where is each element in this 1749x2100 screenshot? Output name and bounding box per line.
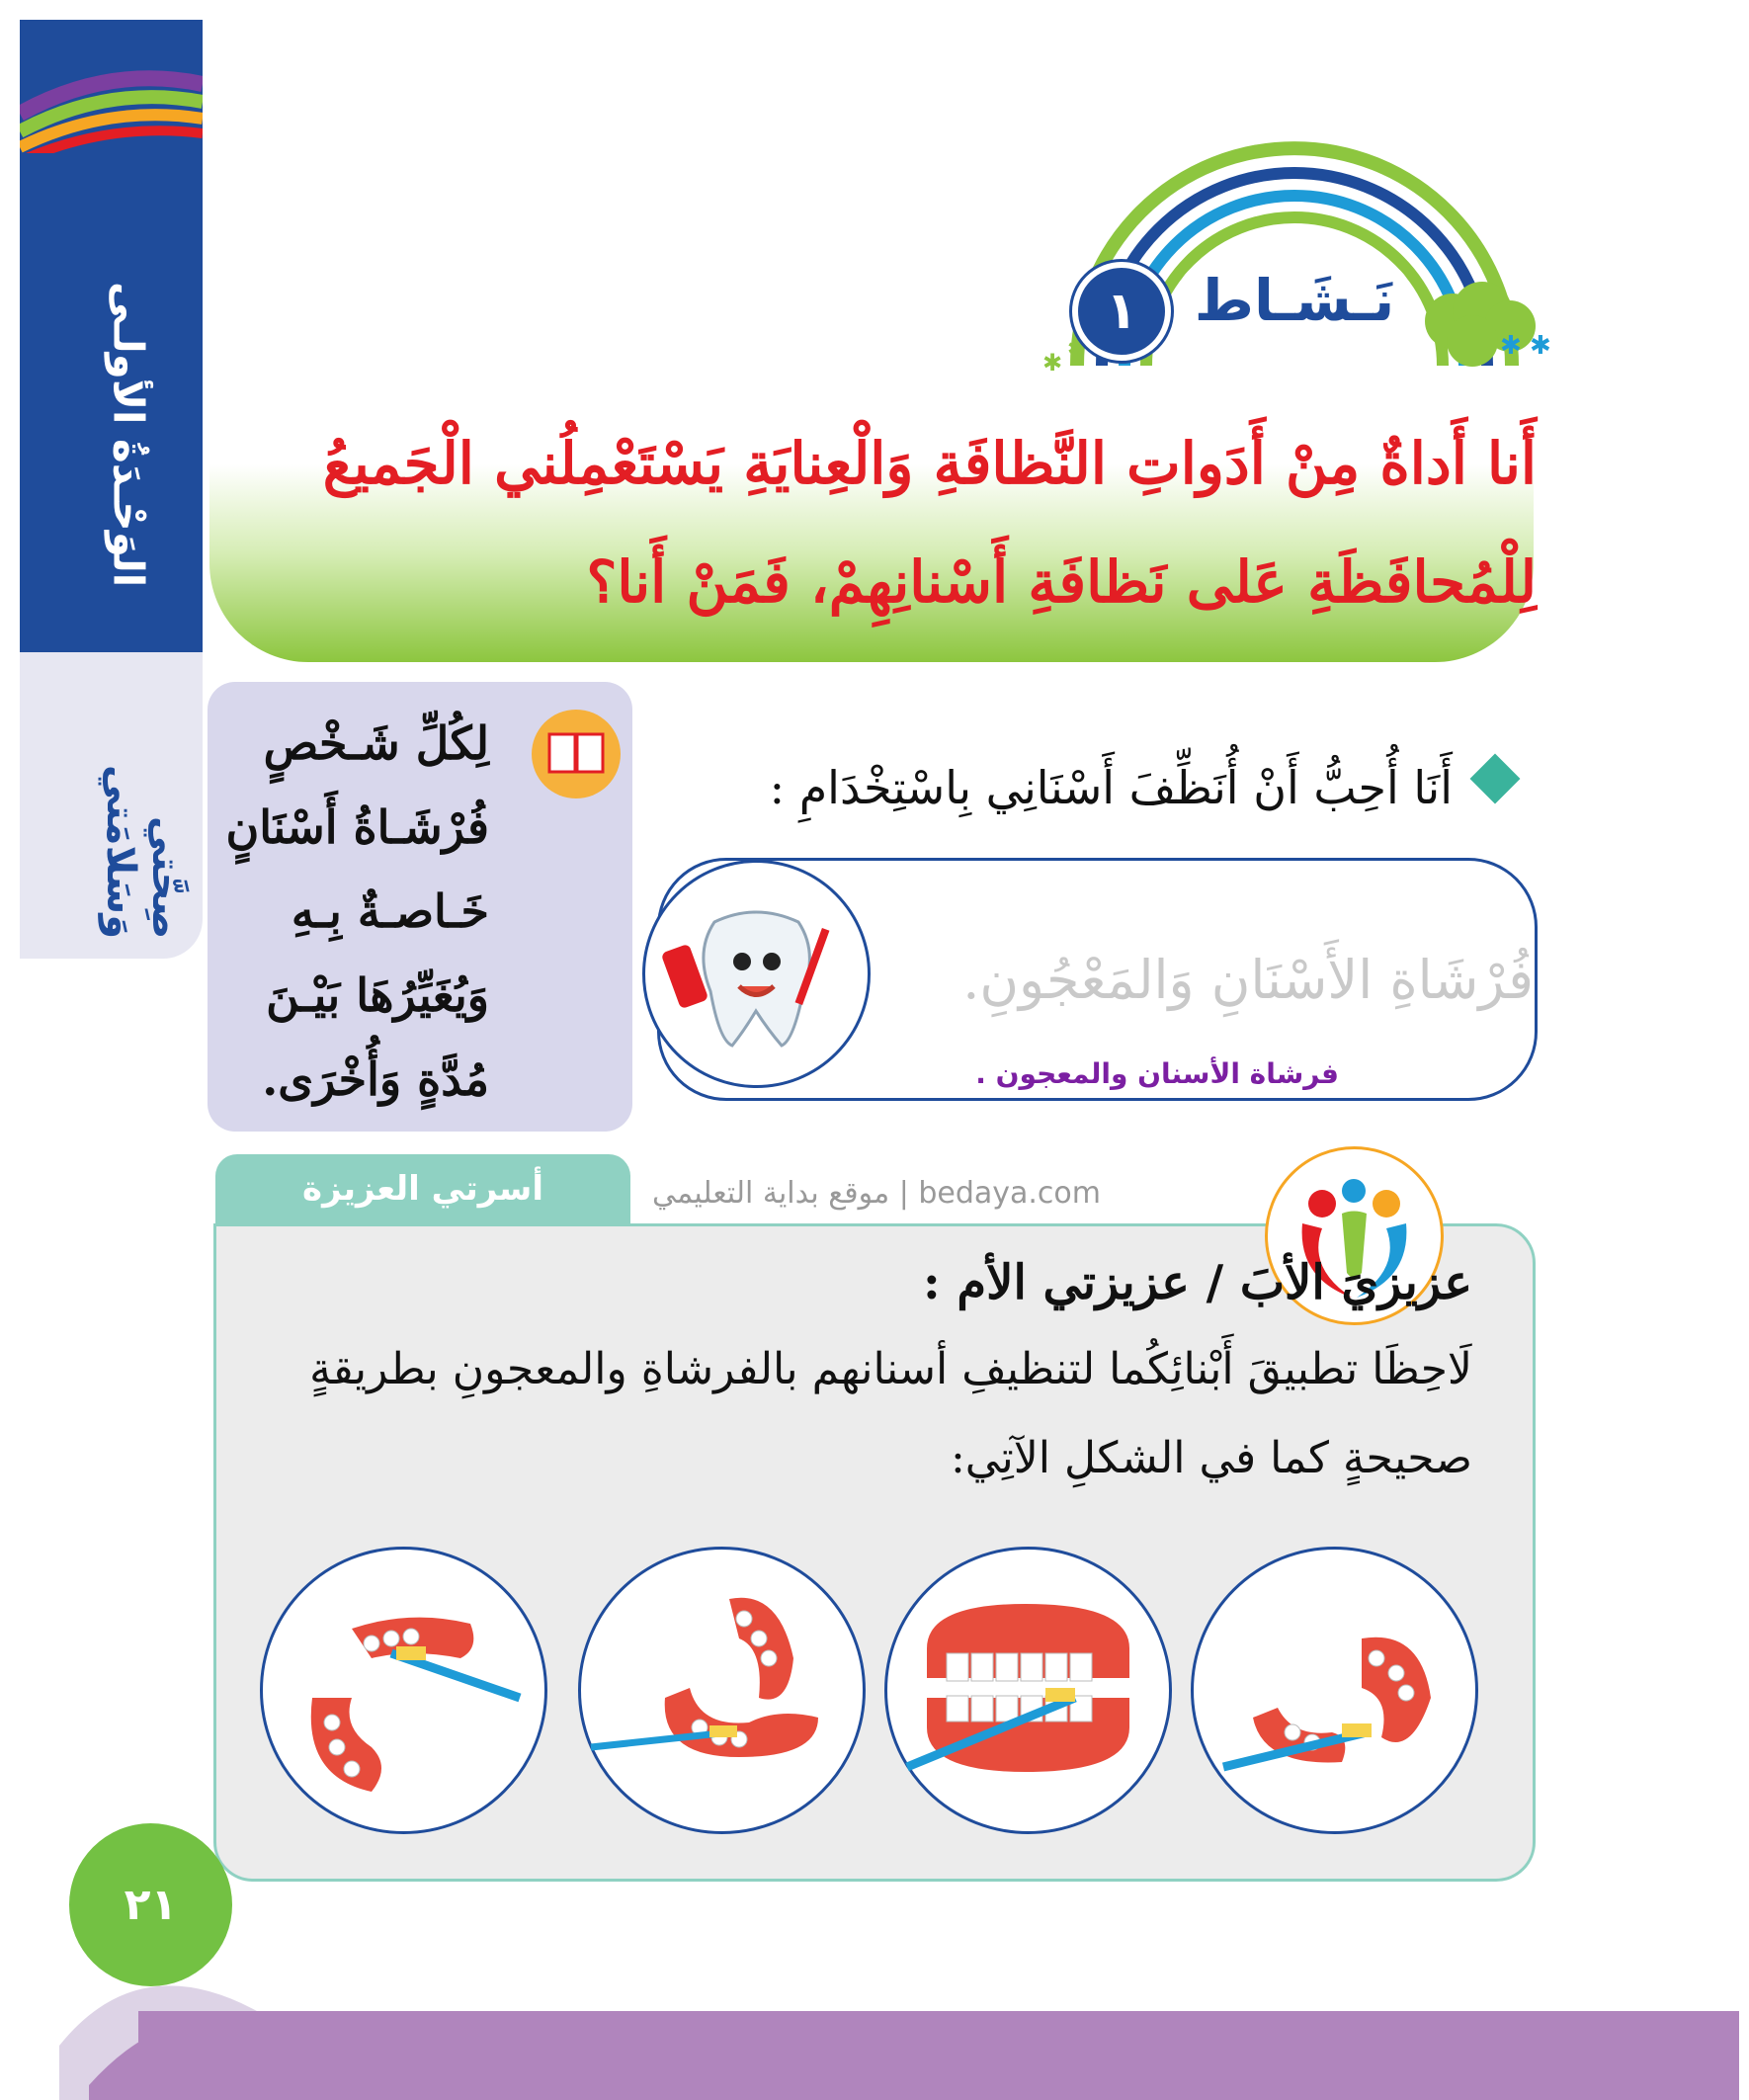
- page-number: ٢١: [69, 1823, 232, 1986]
- side-stripes-icon: [20, 44, 203, 153]
- family-instruction-line-1: لَاحِظَا تطبيقَ أَبْنائِكُما لتنظيفِ أسنانهم بالفرشاةِ والمعجونِ بطريقةٍ: [309, 1344, 1472, 1394]
- svg-text:✱: ✱: [1530, 331, 1551, 361]
- bullet-diamond-icon: [1470, 754, 1521, 804]
- topic-title: صِحَّتي وَسَلامَتي: [98, 764, 189, 939]
- svg-text:✱: ✱: [1500, 331, 1522, 361]
- reading-line: لِكُلِّ شَـخْصٍ: [263, 716, 489, 770]
- family-tab-label: أسرتي العزيزة: [215, 1154, 630, 1223]
- tooth-mascot-icon: [642, 860, 871, 1088]
- brushing-step-3-icon: [578, 1547, 866, 1834]
- question-line-1: أَنا أَداةٌ مِنْ أَدَواتِ النَّظافَةِ وَالْعِنايَةِ يَسْتَعْمِلُني الْجَميعُ: [322, 430, 1537, 497]
- footer-band: [138, 2011, 1739, 2100]
- brushing-step-1-icon: [1191, 1547, 1478, 1834]
- activity-label: نَـشَـاط: [1176, 259, 1413, 342]
- reading-line: مُدَّةٍ وَأُخْرَى.: [262, 1052, 489, 1106]
- brushing-step-4-icon: [260, 1547, 547, 1834]
- site-watermark: موقع بداية التعليمي | bedaya.com: [652, 1176, 1102, 1211]
- reading-line: فُرْشَـاةُ أَسْنَانٍ: [225, 800, 489, 854]
- family-greeting: عزيزيَ الأبَ / عزيزتي الأم :: [922, 1255, 1472, 1310]
- svg-text:✱: ✱: [1067, 337, 1086, 362]
- book-icon: [532, 710, 621, 798]
- reading-line: وَيُغَيِّرُهَا بَيْـنَ: [266, 968, 489, 1022]
- activity-number: ١: [1072, 262, 1171, 361]
- svg-text:✱: ✱: [1042, 349, 1063, 377]
- reading-line: خَـاصـةٌ بِـهِ: [291, 884, 489, 938]
- question-line-2: لِلْمُحافَظَةِ عَلى نَظافَةِ أَسْنانِهِمْ، فَمَنْ أَنا؟: [586, 548, 1537, 616]
- trace-answer-text: فُرْشَاةِ الأَسْنَانِ وَالمَعْجُونِ.: [962, 949, 1534, 1011]
- unit-title: الوَحْـدَةُ الأولـى: [104, 282, 153, 588]
- family-instruction-line-2: صحيحةٍ كما في الشكلِ الآتِي:: [950, 1433, 1472, 1483]
- brushing-step-2-icon: [884, 1547, 1172, 1834]
- written-answer: فرشاة الأسنان والمعجون .: [975, 1057, 1339, 1090]
- exercise-prompt: أَنَا أُحِبُّ أَنْ أُنَظِّفَ أَسْنَانِي بِاسْتِخْدَامِ :: [769, 761, 1453, 814]
